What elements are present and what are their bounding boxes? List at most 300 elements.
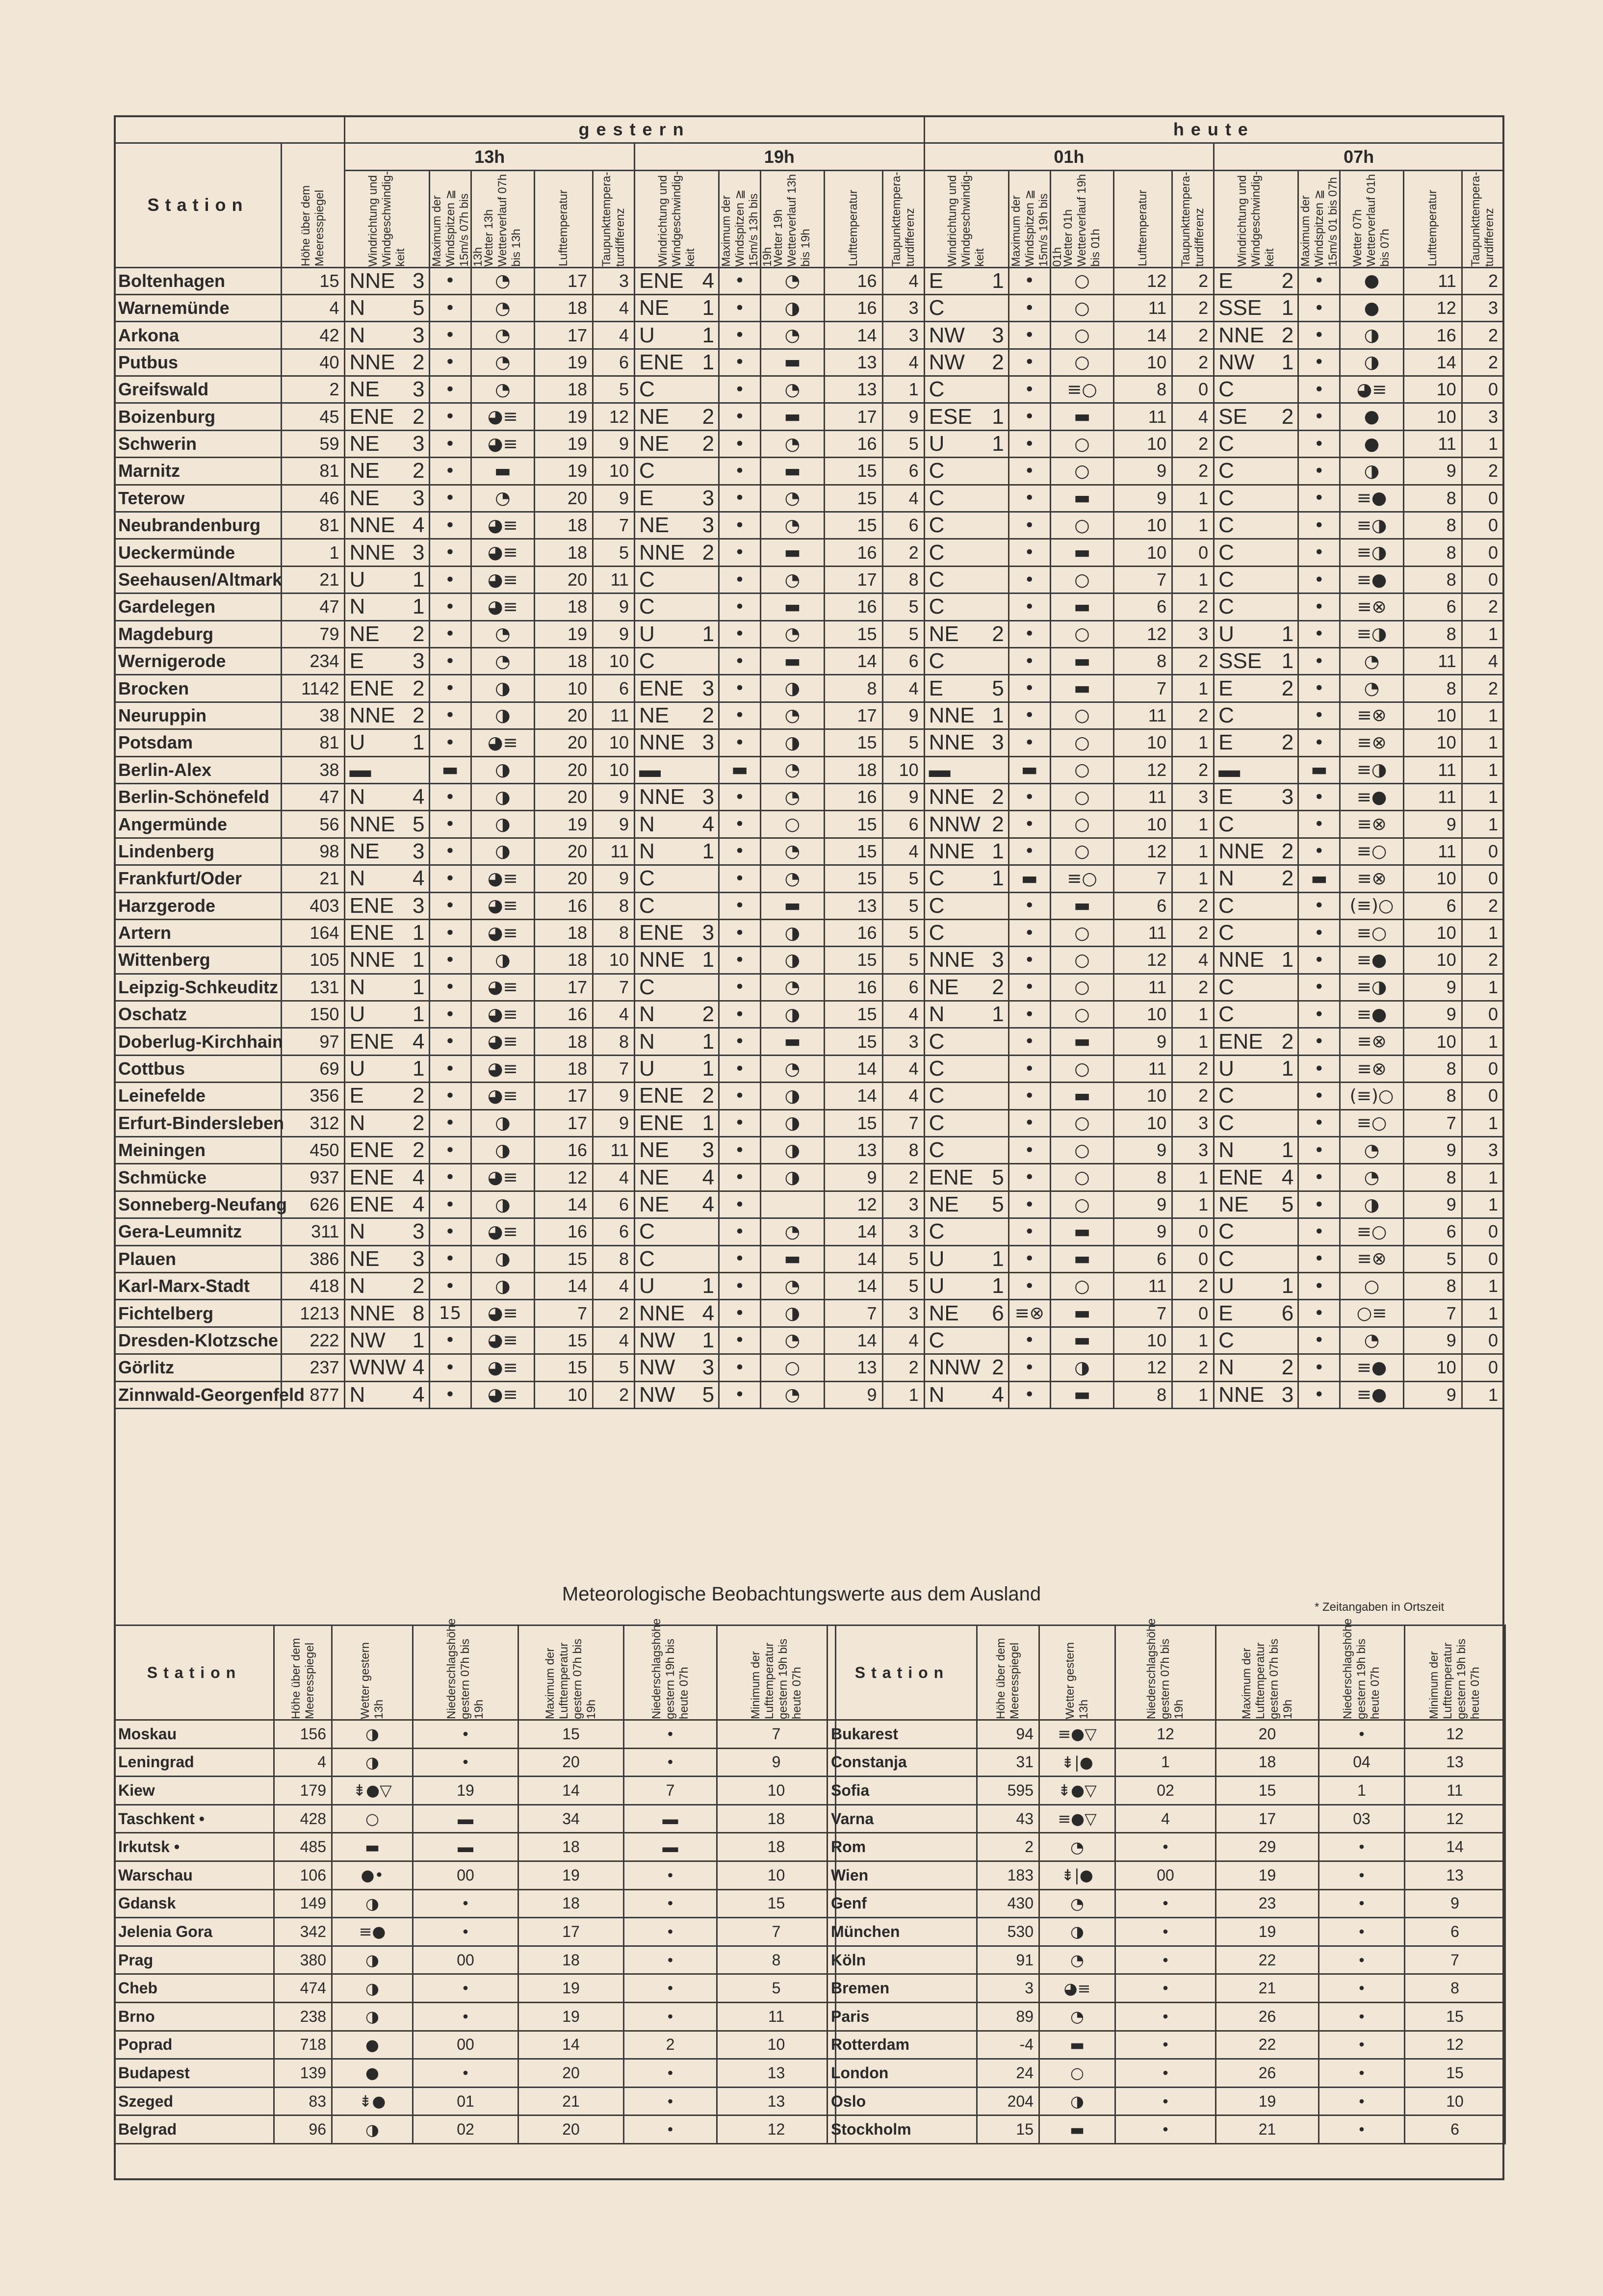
wind-value — [635, 676, 718, 701]
precipitation-day: • — [413, 2002, 518, 2031]
wind-direction: NNE — [349, 703, 395, 727]
wind-direction: N — [349, 866, 365, 891]
table-row — [115, 322, 1504, 349]
wind-direction: C — [1218, 513, 1234, 538]
gust-value: • — [429, 294, 471, 321]
air-temperature: 10 — [1403, 403, 1462, 430]
dewpoint-difference: 1 — [1462, 756, 1503, 783]
weather-symbol: ▬ — [471, 458, 535, 485]
gust-value: • — [1008, 947, 1050, 974]
station-name: Moskau — [115, 1720, 274, 1749]
dewpoint-difference: 6 — [882, 458, 924, 485]
table-row — [115, 1218, 1504, 1245]
weather-symbol: ◔ — [761, 512, 825, 539]
precipitation-day: 19 — [413, 1777, 518, 1805]
wind-cell — [635, 376, 719, 403]
dewpoint-difference: 3 — [1172, 1109, 1214, 1136]
station-name: Rotterdam — [827, 2031, 977, 2059]
gust-value: • — [719, 892, 761, 919]
wind-value — [635, 459, 718, 483]
wind-speed: 2 — [413, 621, 425, 646]
weather-symbol: ≡○ — [1340, 1109, 1404, 1136]
precipitation-day: • — [413, 1720, 518, 1749]
weather-symbol: ◔ — [1039, 1833, 1115, 1861]
wind-speed: 1 — [992, 432, 1004, 456]
weather-symbol: ◕≡ — [471, 729, 535, 756]
gust-value: • — [1298, 811, 1340, 838]
air-temperature: 10 — [1114, 1327, 1172, 1354]
gust-value: • — [719, 838, 761, 865]
wind-speed: 4 — [702, 1165, 715, 1189]
table-row — [115, 811, 1504, 838]
gust-value: ▬ — [1008, 865, 1050, 892]
wind-direction: NNE — [1218, 839, 1265, 863]
gust-value: • — [1298, 539, 1340, 566]
precipitation-night: • — [624, 1946, 717, 1974]
dewpoint-difference: 4 — [882, 485, 924, 512]
gust-value: • — [1008, 1164, 1050, 1191]
weather-symbol: ◕≡ — [471, 1001, 535, 1028]
wind-value — [925, 1030, 1008, 1054]
station-height: 83 — [274, 2087, 332, 2115]
air-temperature: 11 — [1403, 838, 1462, 865]
wind-value — [925, 1301, 1008, 1326]
weather-symbol: ◑ — [471, 838, 535, 865]
wind-speed: 1 — [702, 1057, 715, 1081]
weather-symbol: ○ — [1050, 974, 1114, 1001]
weather-header-19: Wetter 19h Wetterverlauf 13h bis 19h — [761, 170, 825, 267]
wind-direction: NE — [929, 1301, 959, 1325]
dewpoint-difference: 6 — [882, 811, 924, 838]
weather-symbol: ▬ — [761, 403, 825, 430]
max-temperature: 14 — [518, 2031, 624, 2059]
wind-value — [925, 839, 1008, 864]
wind-cell — [1214, 756, 1298, 783]
wind-speed: 1 — [992, 1274, 1004, 1298]
wind-speed: 3 — [413, 893, 425, 918]
wind-value — [345, 785, 428, 809]
weather-symbol: ≡● — [1340, 566, 1404, 593]
wind-direction: NW — [1218, 350, 1255, 374]
wind-speed: 4 — [413, 785, 425, 809]
wind-direction: N — [349, 785, 365, 809]
table-row — [115, 1055, 1504, 1082]
wind-value — [1215, 1002, 1297, 1027]
gust-value: • — [719, 1055, 761, 1082]
wind-direction: NNE — [929, 839, 975, 863]
wind-speed: 1 — [1281, 948, 1294, 972]
wind-value — [635, 894, 718, 918]
dewpoint-difference: 3 — [1172, 783, 1214, 810]
max-temperature: 14 — [518, 1777, 624, 1805]
wind-direction: N — [349, 594, 365, 619]
weather-symbol: ▬ — [761, 648, 825, 675]
wind-direction: NNE — [349, 948, 395, 972]
gust-value: • — [429, 620, 471, 647]
precipitation-night: • — [1319, 2115, 1405, 2144]
table-row — [115, 1137, 1504, 1164]
gust-value: • — [1008, 811, 1050, 838]
station-name: Gera-Leumnitz — [115, 1218, 282, 1245]
precipitation-day: 12 — [1115, 1720, 1216, 1749]
wind-value — [345, 459, 428, 483]
precipitation-night: • — [1319, 2031, 1405, 2059]
wind-direction: NNE — [349, 513, 395, 538]
precipitation-day: 01 — [413, 2087, 518, 2115]
wind-direction: C — [1218, 486, 1234, 510]
air-temperature: 8 — [1114, 376, 1172, 403]
group-today: heute — [924, 116, 1503, 143]
wind-direction: NE — [349, 432, 380, 456]
dewpoint-difference: 1 — [1462, 919, 1503, 946]
air-temperature: 7 — [824, 1300, 882, 1327]
wind-speed: 2 — [702, 432, 715, 456]
wind-cell — [345, 1137, 429, 1164]
table-row — [115, 267, 1504, 294]
station-height: 59 — [281, 430, 345, 457]
wind-direction: ENE — [349, 1029, 394, 1054]
dewpoint-difference: 2 — [1172, 593, 1214, 620]
dewpoint-difference: 7 — [882, 1109, 924, 1136]
wind-value — [635, 541, 718, 565]
wind-value — [345, 975, 428, 1000]
station-height: 234 — [281, 648, 345, 675]
dewpoint-difference: 4 — [882, 1055, 924, 1082]
wind-value — [1215, 1355, 1297, 1380]
wind-direction: NE — [639, 296, 670, 320]
dewpoint-difference: 0 — [1462, 865, 1503, 892]
station-name: Sofia — [827, 1777, 977, 1805]
air-temperature: 11 — [1114, 1272, 1172, 1299]
wind-direction: N — [639, 1002, 655, 1027]
station-height: 626 — [281, 1191, 345, 1218]
wind-value — [1215, 432, 1297, 456]
weather-symbol: ⇟●▽ — [332, 1777, 413, 1805]
air-temperature: 15 — [824, 1001, 882, 1028]
dewpoint-difference: 8 — [593, 919, 635, 946]
wind-direction: C — [1218, 1002, 1234, 1027]
weather-symbol: ◑ — [1050, 1354, 1114, 1381]
min-temperature: 7 — [717, 1720, 836, 1749]
air-temperature: 12 — [824, 1191, 882, 1218]
max-temperature: 18 — [518, 1889, 624, 1918]
weather-symbol: ◕≡ — [471, 974, 535, 1001]
wind-value — [345, 350, 428, 375]
station-height: 595 — [977, 1777, 1039, 1805]
gust-value: • — [429, 267, 471, 294]
weather-symbol: ◕≡ — [1340, 376, 1404, 403]
air-temperature: 7 — [535, 1300, 593, 1327]
dewpoint-difference: 6 — [882, 648, 924, 675]
gust-value: • — [429, 729, 471, 756]
dewpoint-difference: 2 — [1462, 458, 1503, 485]
wind-value — [1215, 1138, 1297, 1162]
dewpoint-difference: 0 — [1462, 539, 1503, 566]
weather-symbol: ◑ — [332, 2002, 413, 2031]
gust-value: • — [719, 458, 761, 485]
air-temperature: 18 — [535, 593, 593, 620]
weather-symbol: ▬ — [1050, 1083, 1114, 1109]
air-temperature: 19 — [535, 811, 593, 838]
station-height: 4 — [274, 1748, 332, 1777]
wind-value — [925, 377, 1008, 402]
dewpoint-difference: 1 — [1462, 811, 1503, 838]
wind-direction: C — [639, 649, 655, 673]
wind-direction: C — [1218, 1246, 1234, 1271]
wind-value — [1215, 975, 1297, 1000]
max-temperature: 18 — [1216, 1748, 1319, 1777]
air-temperature: 16 — [824, 267, 882, 294]
air-temperature: 8 — [1114, 1164, 1172, 1191]
table-row — [115, 1001, 1504, 1028]
gust-value: • — [719, 811, 761, 838]
wind-speed: 3 — [702, 730, 715, 755]
wind-direction: N — [929, 1002, 945, 1027]
wind-speed: 3 — [992, 948, 1004, 972]
wind-cell — [345, 1028, 429, 1055]
precipitation-night: • — [624, 1748, 717, 1777]
wind-cell — [924, 811, 1008, 838]
wind-speed: 1 — [1281, 649, 1294, 673]
wind-cell — [345, 593, 429, 620]
dewpoint-difference: 2 — [1172, 702, 1214, 729]
wind-direction: ENE — [349, 404, 394, 429]
wind-speed: 4 — [1281, 1165, 1294, 1189]
weather-symbol: ≡○ — [1340, 919, 1404, 946]
min-temperature: 8 — [1405, 1974, 1505, 2003]
station-name: Boizenburg — [115, 403, 282, 430]
gust-value: 15 — [429, 1300, 471, 1327]
wind-speed: 3 — [1281, 1382, 1294, 1407]
weather-symbol: ◑ — [471, 702, 535, 729]
gust-value: • — [719, 1245, 761, 1272]
wind-cell — [924, 1354, 1008, 1381]
weather-symbol: ○ — [1050, 294, 1114, 321]
precipitation-day: • — [1115, 2002, 1216, 2031]
precipitation-day: 02 — [413, 2115, 518, 2144]
wind-value — [345, 1219, 428, 1244]
time-01h: 01h — [924, 143, 1214, 170]
gust-value: • — [719, 593, 761, 620]
wind-cell — [345, 267, 429, 294]
air-temperature: 12 — [1114, 756, 1172, 783]
wind-direction: SSE — [1218, 649, 1262, 673]
weather-symbol: ◔ — [471, 322, 535, 349]
air-temperature: 6 — [1403, 1218, 1462, 1245]
foreign-table-right — [827, 1618, 1506, 2144]
weather-symbol: ◑ — [471, 1245, 535, 1272]
station-height: 450 — [281, 1137, 345, 1164]
gust-value: • — [1008, 675, 1050, 702]
weather-symbol: ◕≡ — [471, 566, 535, 593]
wind-cell — [635, 1354, 719, 1381]
dewpoint-difference: 2 — [1172, 267, 1214, 294]
min-temperature: 11 — [1405, 1777, 1505, 1805]
weather-symbol: ◑ — [1039, 1918, 1115, 1946]
wind-value — [1215, 758, 1297, 782]
dewpoint-difference: 2 — [1172, 322, 1214, 349]
wind-direction: NW — [929, 350, 965, 374]
weather-symbol: ≡○ — [1340, 838, 1404, 865]
wind-direction: U — [929, 432, 945, 456]
wind-direction: C — [929, 649, 945, 673]
precipitation-day: • — [1115, 2031, 1216, 2059]
weather-symbol: ▬ — [761, 349, 825, 376]
wind-direction: C — [1218, 432, 1234, 456]
gust-value: • — [1298, 1354, 1340, 1381]
dewpoint-difference: 3 — [882, 1191, 924, 1218]
weather-symbol: ○ — [1050, 566, 1114, 593]
dewpoint-difference: 1 — [1172, 485, 1214, 512]
gust-value: • — [1008, 919, 1050, 946]
dewpoint-difference: 1 — [1172, 1028, 1214, 1055]
station-height: 179 — [274, 1777, 332, 1805]
air-temperature: 7 — [1114, 566, 1172, 593]
dewpoint-difference: 5 — [593, 1354, 635, 1381]
foreign-precip1-header-right: Niederschlagshöhe gestern 07h bis 19h — [1115, 1625, 1216, 1720]
table-row — [115, 675, 1504, 702]
wind-cell — [345, 1272, 429, 1299]
station-height: 149 — [274, 1889, 332, 1918]
air-temperature: 7 — [1114, 1300, 1172, 1327]
wind-cell — [924, 322, 1008, 349]
air-temperature: 15 — [824, 485, 882, 512]
min-temperature: 8 — [717, 1946, 836, 1974]
dewpoint-difference: 0 — [1172, 1245, 1214, 1272]
wind-direction: C — [1218, 1110, 1234, 1135]
dewpoint-difference: 9 — [593, 865, 635, 892]
wind-direction: E — [929, 268, 943, 293]
air-temperature: 16 — [824, 783, 882, 810]
air-temperature: 9 — [1114, 458, 1172, 485]
weather-symbol: ◑ — [761, 1164, 825, 1191]
table-row — [115, 2031, 836, 2059]
air-temperature: 13 — [824, 1354, 882, 1381]
precipitation-night: • — [1319, 1918, 1405, 1946]
air-temperature: 16 — [824, 294, 882, 321]
wind-cell — [1214, 430, 1298, 457]
gust-value: • — [719, 485, 761, 512]
wind-cell — [924, 1327, 1008, 1354]
air-temperature: 10 — [1114, 729, 1172, 756]
wind-value — [1215, 1219, 1297, 1244]
wind-cell — [345, 1083, 429, 1109]
wind-direction: C — [929, 1219, 945, 1244]
gust-value: • — [1298, 403, 1340, 430]
wind-cell — [345, 1001, 429, 1028]
wind-speed: 3 — [413, 377, 425, 402]
table-row — [115, 1918, 836, 1946]
wind-value — [345, 541, 428, 565]
station-height: 79 — [281, 620, 345, 647]
station-name: Berlin-Schönefeld — [115, 783, 282, 810]
wind-direction: C — [639, 866, 655, 891]
wind-cell — [1214, 702, 1298, 729]
precipitation-day: 1 — [1115, 1748, 1216, 1777]
gust-value: • — [1008, 729, 1050, 756]
wind-cell — [345, 403, 429, 430]
wind-cell — [635, 729, 719, 756]
wind-value — [1215, 894, 1297, 918]
weather-symbol: ◔ — [761, 267, 825, 294]
max-temperature: 34 — [518, 1805, 624, 1833]
gust-value: • — [1298, 322, 1340, 349]
dewpoint-difference: 1 — [1462, 1300, 1503, 1327]
air-temperature: 10 — [1403, 1028, 1462, 1055]
weather-symbol: ◑ — [1340, 458, 1404, 485]
precipitation-day: • — [1115, 2087, 1216, 2115]
weather-symbol: ⇟|● — [1039, 1861, 1115, 1889]
weather-symbol: ▬ — [1050, 648, 1114, 675]
wind-cell — [924, 1028, 1008, 1055]
min-temperature: 18 — [717, 1833, 836, 1861]
wind-value — [1215, 459, 1297, 483]
max-temperature: 29 — [1216, 1833, 1319, 1861]
wind-cell — [635, 1028, 719, 1055]
weather-symbol: ◔ — [471, 349, 535, 376]
air-temperature: 9 — [1114, 1191, 1172, 1218]
wind-value — [925, 622, 1008, 646]
wind-cell — [924, 512, 1008, 539]
weather-symbol: ▬ — [1050, 403, 1114, 430]
gust-value: • — [1008, 620, 1050, 647]
station-name: Leipzig-Schkeuditz — [115, 974, 282, 1001]
weather-symbol: ○ — [1340, 1272, 1404, 1299]
station-name: Irkutsk • — [115, 1833, 274, 1861]
weather-symbol: ○ — [1050, 267, 1114, 294]
wind-direction: NE — [639, 1165, 670, 1189]
wind-value — [925, 1111, 1008, 1135]
gust-value: • — [1298, 1300, 1340, 1327]
dewpoint-difference: 2 — [593, 1381, 635, 1408]
wind-speed: 2 — [413, 404, 425, 429]
table-row — [115, 783, 1504, 810]
precipitation-day: • — [413, 1918, 518, 1946]
dewpoint-difference: 2 — [1172, 1083, 1214, 1109]
station-height: 38 — [281, 702, 345, 729]
wind-direction: NW — [639, 1328, 675, 1352]
dewpoint-difference: 1 — [1462, 783, 1503, 810]
air-temperature: 10 — [1114, 349, 1172, 376]
gust-value: • — [1008, 294, 1050, 321]
station-height: 139 — [274, 2059, 332, 2088]
station-height: 164 — [281, 919, 345, 946]
precipitation-night: 2 — [624, 2031, 717, 2059]
table-row — [115, 1889, 836, 1918]
table-row — [827, 2031, 1505, 2059]
wind-cell — [924, 947, 1008, 974]
station-name: Magdeburg — [115, 620, 282, 647]
station-name: Constanja — [827, 1748, 977, 1777]
air-temperature: 18 — [535, 919, 593, 946]
station-name: Oslo — [827, 2087, 977, 2115]
wind-value — [1215, 703, 1297, 728]
gust-value: • — [1298, 485, 1340, 512]
max-temperature: 15 — [518, 1720, 624, 1749]
wind-value — [1215, 568, 1297, 592]
weather-symbol: (≡)○ — [1340, 1083, 1404, 1109]
wind-direction: C — [929, 866, 945, 891]
dewpoint-difference: 2 — [1462, 675, 1503, 702]
wind-value — [635, 1192, 718, 1217]
wind-value — [345, 1165, 428, 1190]
table-row — [115, 1164, 1504, 1191]
wind-cell — [635, 974, 719, 1001]
weather-symbol: ◔ — [761, 1272, 825, 1299]
gust-value: • — [1008, 1272, 1050, 1299]
dewpoint-difference: 1 — [1172, 865, 1214, 892]
height-header: Höhe über dem Meeresspiegel — [281, 143, 345, 267]
